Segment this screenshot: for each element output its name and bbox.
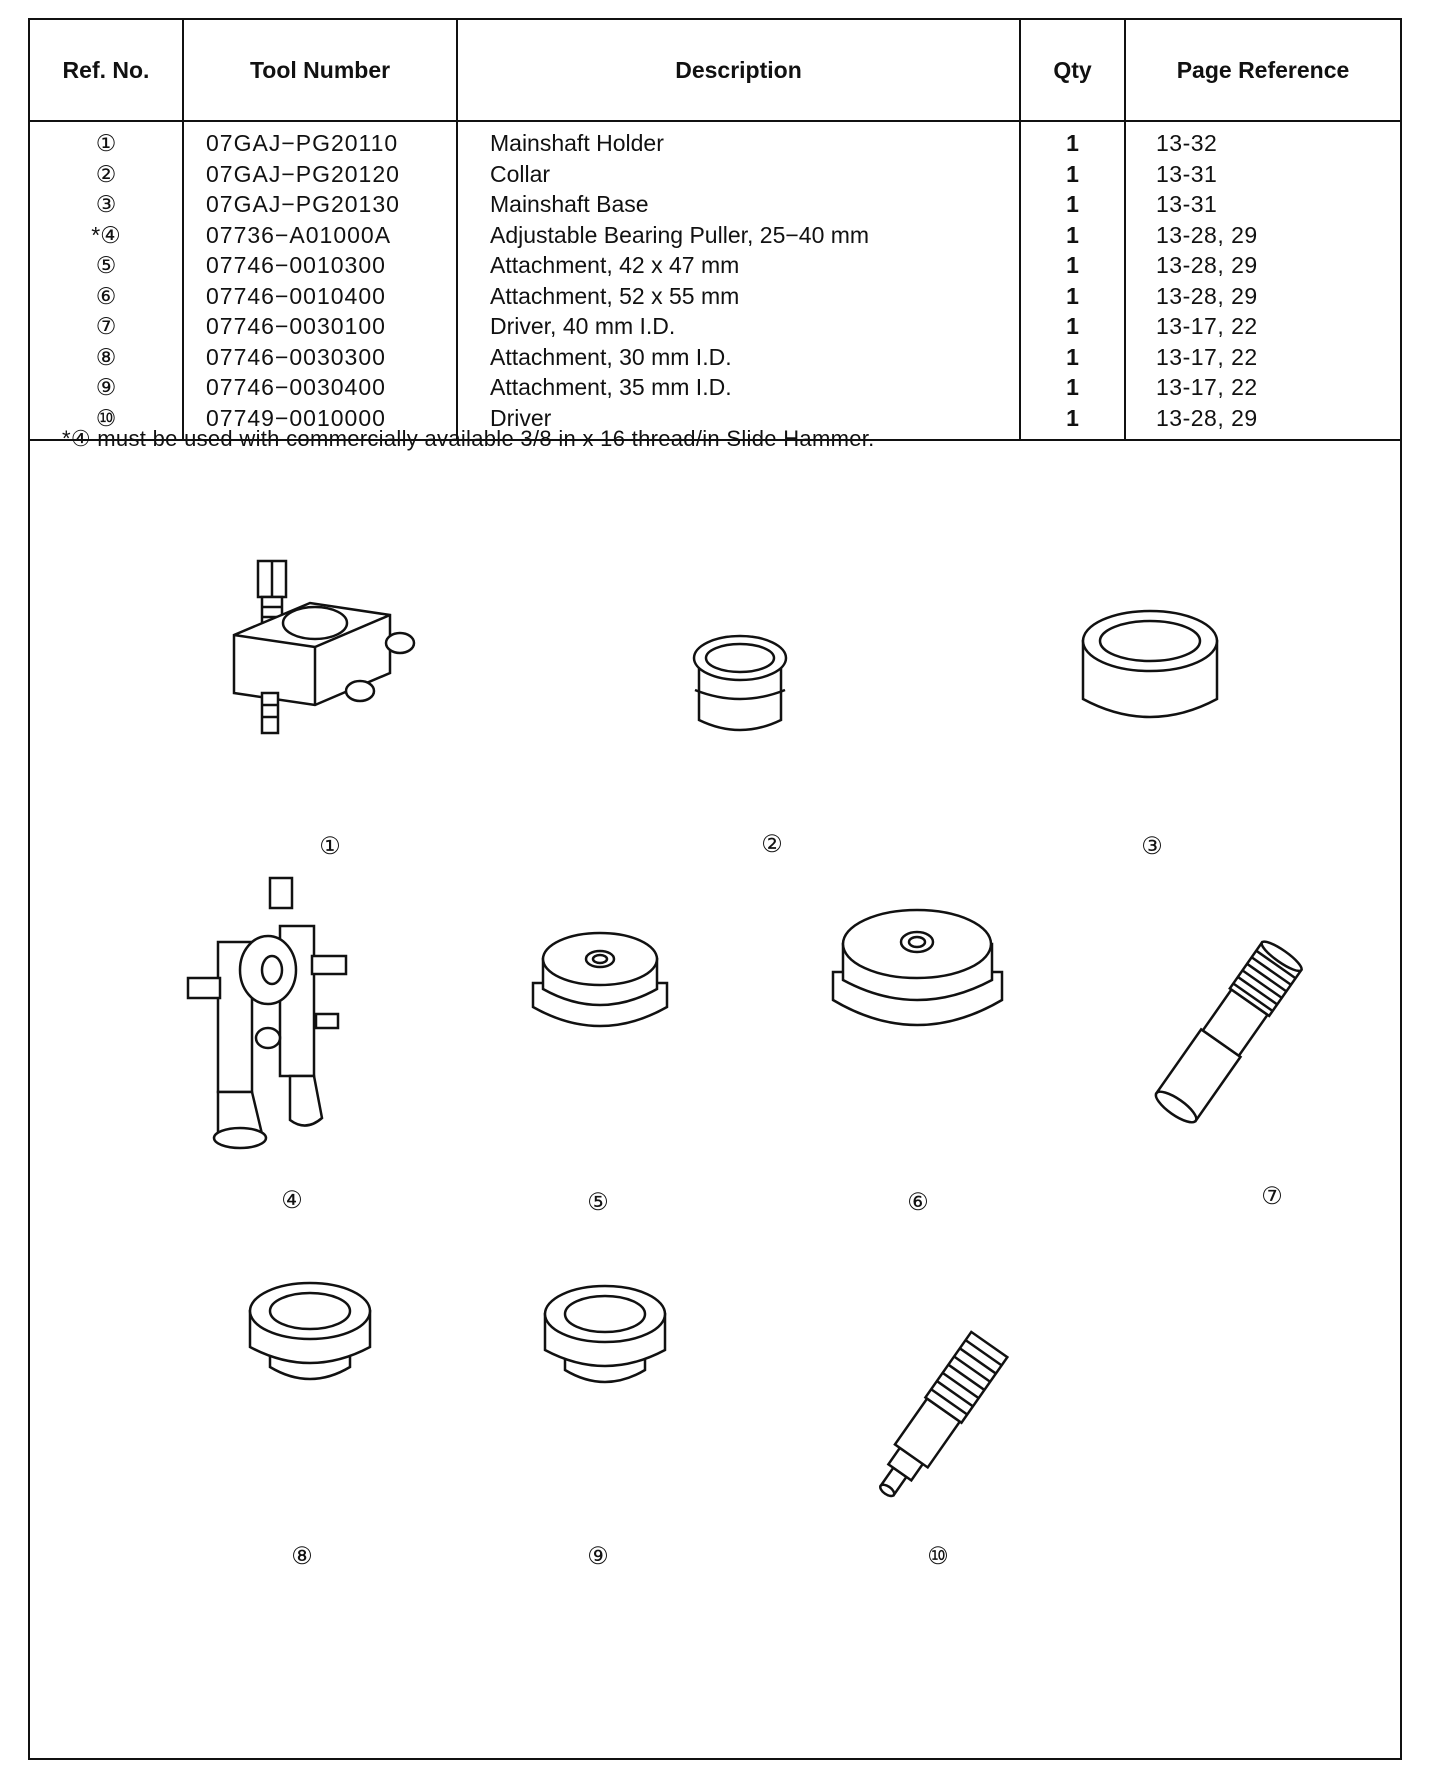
- figure-label-3: ③: [1141, 833, 1163, 860]
- table-row: [30, 250, 1400, 281]
- table-row: [30, 311, 1400, 342]
- row-qty: 1: [1020, 121, 1125, 159]
- row-description: Mainshaft Holder: [457, 121, 1020, 159]
- row-page-reference: 13-17, 22: [1125, 342, 1400, 373]
- row-tool-number: 07GAJ−PG20120: [183, 159, 457, 190]
- row-ref-no: ⑩: [30, 403, 183, 441]
- table-row: [30, 281, 1400, 312]
- mainshaft-base-icon: [1075, 605, 1225, 735]
- figure-label-1: ①: [319, 833, 341, 860]
- row-ref-no: ②: [95, 160, 117, 187]
- row-ref-no: ⑨: [95, 374, 117, 401]
- figure-label-10: ⑩: [927, 1543, 949, 1570]
- row-tool-number: 07736−A01000A: [183, 220, 457, 251]
- table-row: [30, 189, 1400, 220]
- bearing-puller-icon: [180, 870, 380, 1160]
- header-ref-no: Ref. No.: [30, 20, 183, 121]
- table-row: [30, 220, 1400, 251]
- row-qty: 1: [1020, 220, 1125, 251]
- header-tool-number: Tool Number: [183, 20, 457, 121]
- table-row: [30, 121, 1400, 159]
- row-qty: 1: [1020, 159, 1125, 190]
- row-ref-no: ⑧: [95, 343, 117, 370]
- row-tool-number: 07746−0010400: [183, 281, 457, 312]
- figure-label-8: ⑧: [291, 1543, 313, 1570]
- row-tool-number: 07746−0030100: [183, 311, 457, 342]
- footnote: *④ must be used with commercially available 3/8 in x 16 thread/in Slide Hammer.: [62, 426, 875, 451]
- row-tool-number: 07GAJ−PG20130: [183, 189, 457, 220]
- row-qty: 1: [1020, 311, 1125, 342]
- row-description: Attachment, 30 mm I.D.: [457, 342, 1020, 373]
- attachment-35mm-icon: [535, 1278, 675, 1398]
- row-page-reference: 13-28, 29: [1125, 403, 1400, 441]
- row-ref-no: *④: [91, 221, 121, 248]
- figure-label-9: ⑨: [587, 1543, 609, 1570]
- row-description: Attachment, 35 mm I.D.: [457, 372, 1020, 403]
- header-description: Description: [457, 20, 1020, 121]
- row-tool-number: 07749−0010000: [183, 403, 457, 441]
- row-ref-no: ⑥: [95, 282, 117, 309]
- row-ref-no: ③: [95, 191, 117, 218]
- row-page-reference: 13-31: [1125, 189, 1400, 220]
- row-tool-number: 07746−0030400: [183, 372, 457, 403]
- tool-table: [30, 20, 1400, 441]
- attachment-42x47-icon: [525, 925, 675, 1045]
- driver-icon: [840, 1315, 1040, 1515]
- row-description: Mainshaft Base: [457, 189, 1020, 220]
- row-qty: 1: [1020, 342, 1125, 373]
- row-description: Collar: [457, 159, 1020, 190]
- row-description: Attachment, 42 x 47 mm: [457, 250, 1020, 281]
- mainshaft-holder-icon: [220, 555, 480, 775]
- row-tool-number: 07746−0010300: [183, 250, 457, 281]
- header-page-reference: Page Reference: [1125, 20, 1400, 121]
- row-ref-no: ①: [95, 130, 117, 157]
- figure-label-7: ⑦: [1261, 1183, 1283, 1210]
- row-qty: 1: [1020, 372, 1125, 403]
- figure-label-5: ⑤: [587, 1189, 609, 1216]
- row-description: Driver, 40 mm I.D.: [457, 311, 1020, 342]
- row-qty: 1: [1020, 281, 1125, 312]
- row-qty: 1: [1020, 189, 1125, 220]
- table-row: [30, 372, 1400, 403]
- driver-40mm-icon: [1130, 920, 1330, 1140]
- table-row: [30, 342, 1400, 373]
- table-row: [30, 159, 1400, 190]
- row-page-reference: 13-28, 29: [1125, 220, 1400, 251]
- row-tool-number: 07GAJ−PG20110: [183, 121, 457, 159]
- figure-label-4: ④: [281, 1187, 303, 1214]
- header-qty: Qty: [1020, 20, 1125, 121]
- row-description: Attachment, 52 x 55 mm: [457, 281, 1020, 312]
- figure-label-2: ②: [761, 831, 783, 858]
- figure-label-6: ⑥: [907, 1189, 929, 1216]
- attachment-52x55-icon: [825, 900, 1010, 1050]
- special-tools-sheet: [28, 18, 1402, 1760]
- row-page-reference: 13-28, 29: [1125, 250, 1400, 281]
- row-page-reference: 13-17, 22: [1125, 311, 1400, 342]
- row-ref-no: ⑦: [95, 313, 117, 340]
- row-description: Adjustable Bearing Puller, 25−40 mm: [457, 220, 1020, 251]
- row-tool-number: 07746−0030300: [183, 342, 457, 373]
- row-qty: 1: [1020, 250, 1125, 281]
- attachment-30mm-icon: [240, 1275, 380, 1395]
- row-ref-no: ⑤: [95, 252, 117, 279]
- row-page-reference: 13-32: [1125, 121, 1400, 159]
- row-page-reference: 13-28, 29: [1125, 281, 1400, 312]
- row-page-reference: 13-31: [1125, 159, 1400, 190]
- collar-icon: [685, 628, 795, 743]
- row-description: Driver: [457, 403, 1020, 441]
- row-qty: 1: [1020, 403, 1125, 441]
- table-header-row: [30, 20, 1400, 121]
- row-page-reference: 13-17, 22: [1125, 372, 1400, 403]
